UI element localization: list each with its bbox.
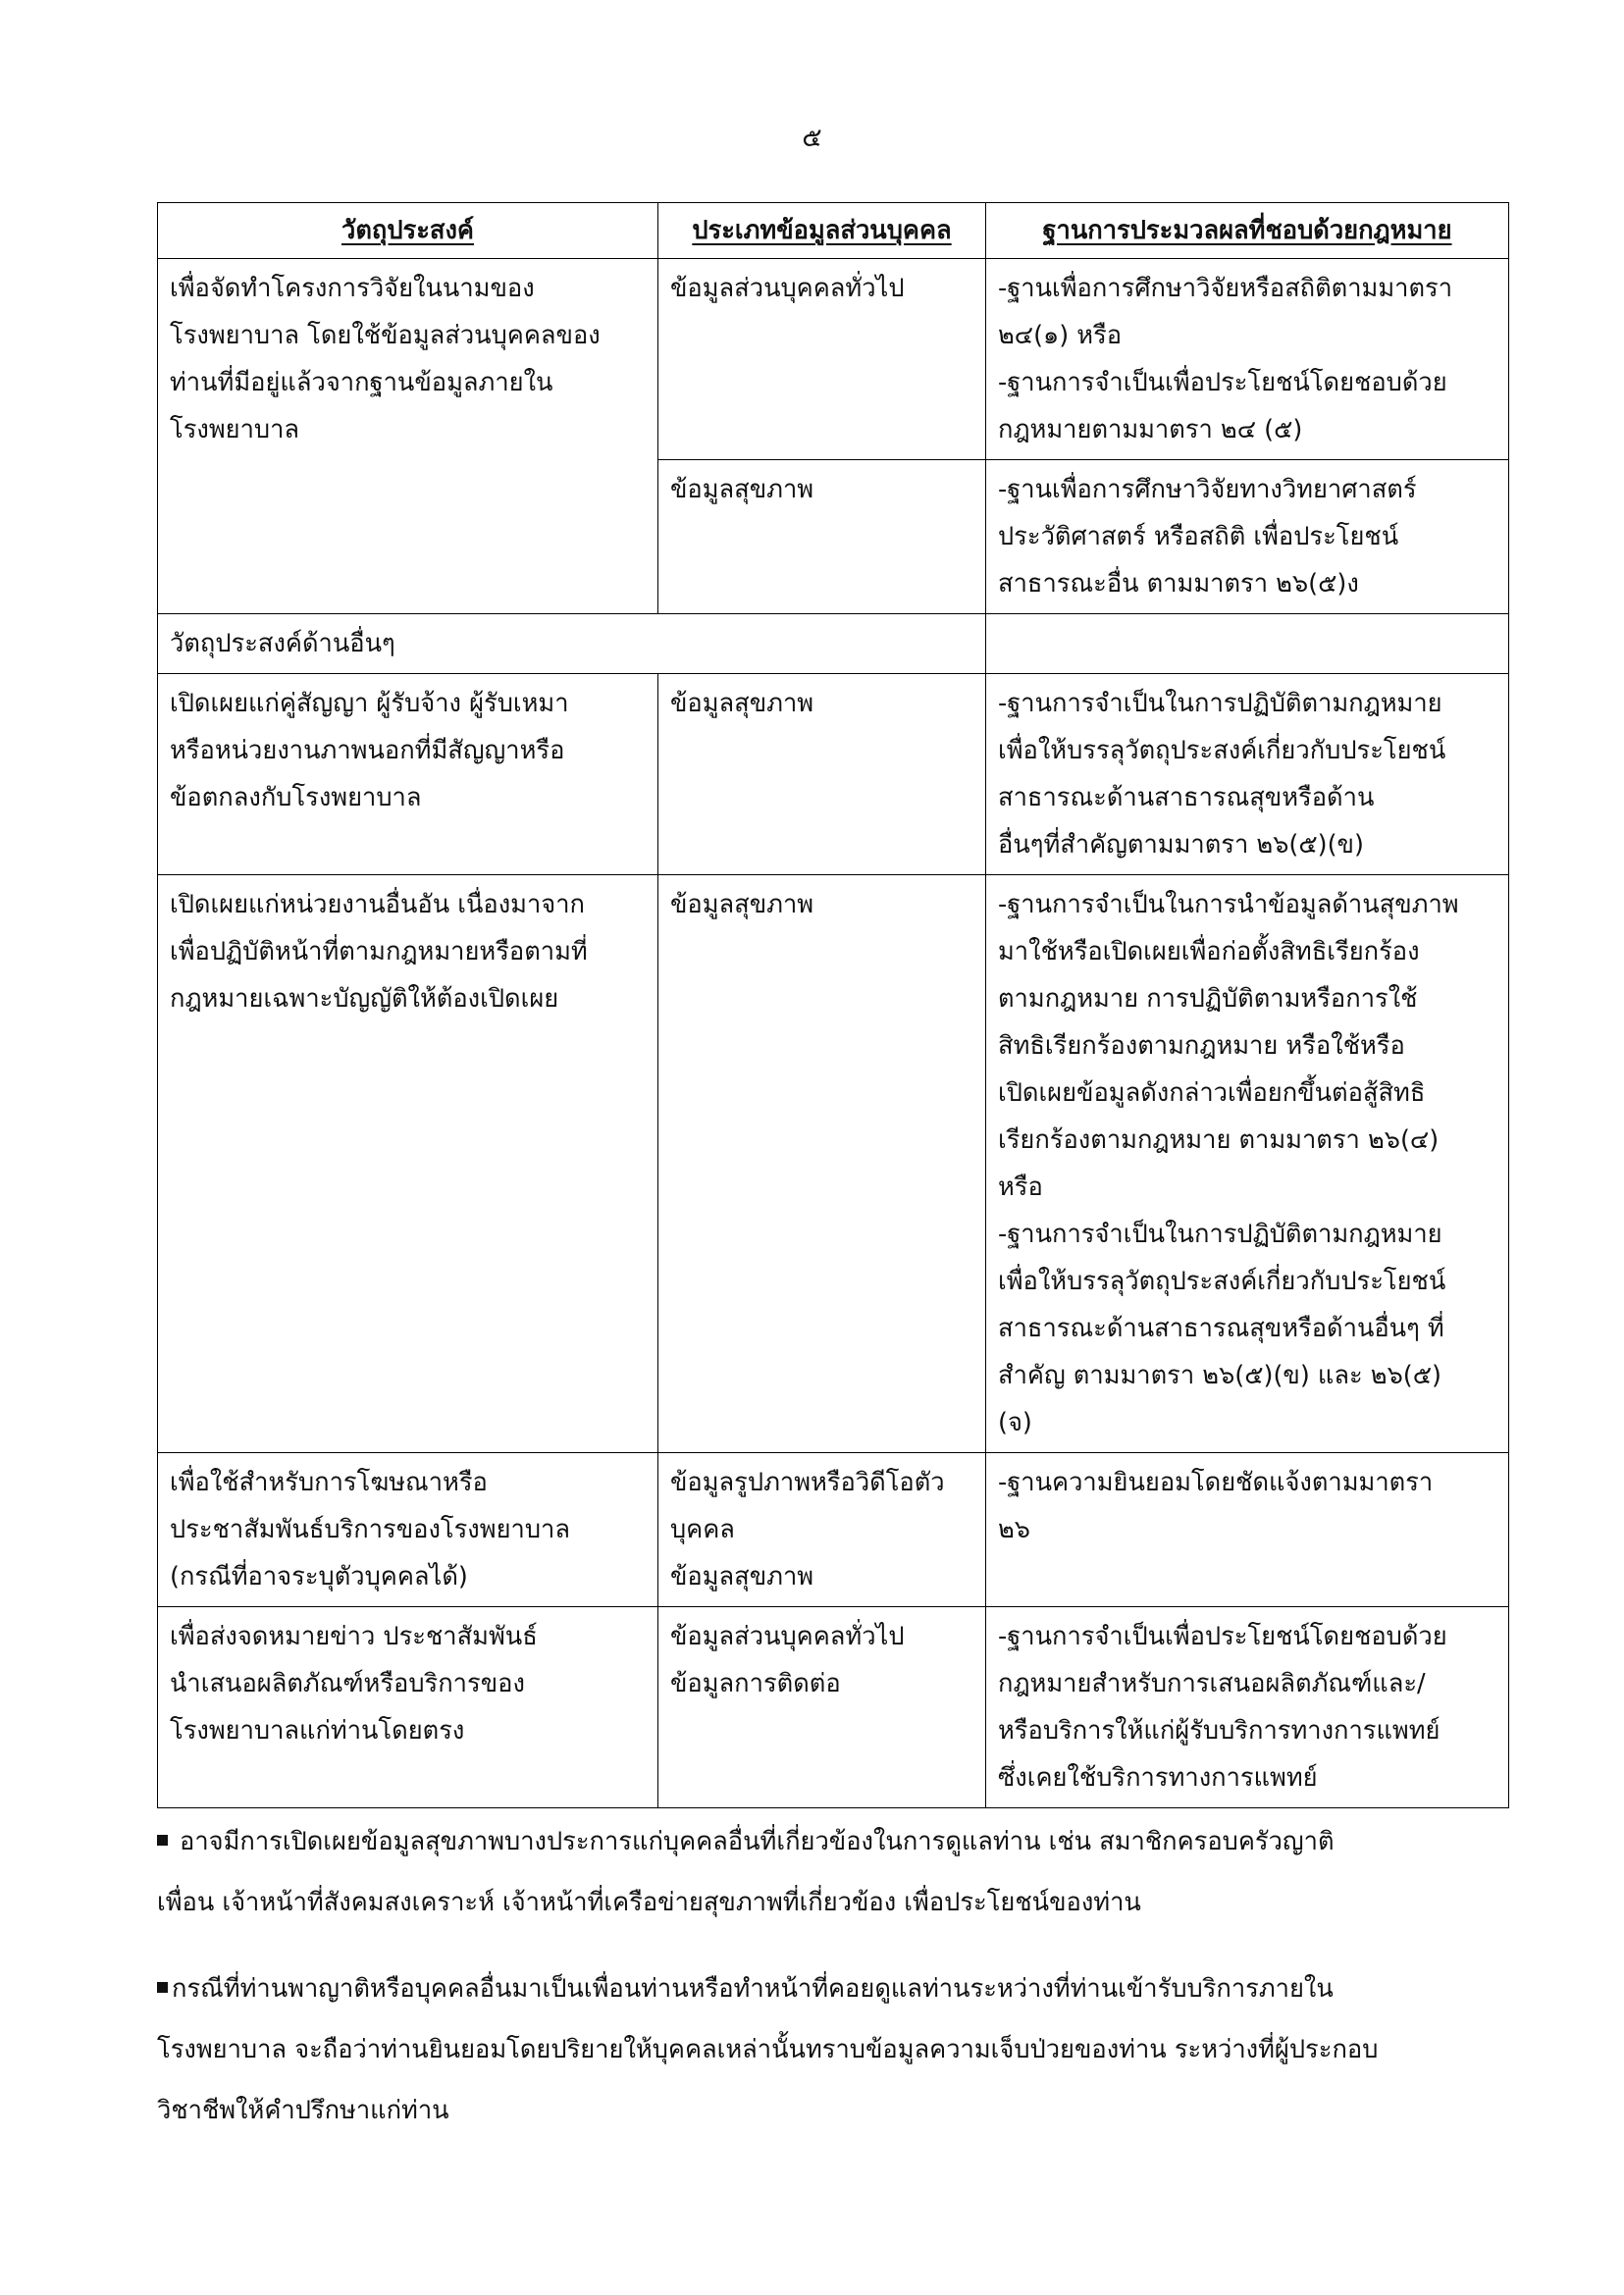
text-line: สิทธิเรียกร้องตามกฎหมาย หรือใช้หรือ [998, 1031, 1405, 1061]
header-data-type-text: ประเภทข้อมูลส่วนบุคคล [692, 216, 952, 245]
data-type-cell [658, 875, 986, 1453]
text-line: -ฐานความยินยอมโดยชัดแจ้งตามมาตรา [998, 1468, 1434, 1497]
table-row [158, 875, 1509, 1453]
header-legal-basis [986, 203, 1509, 259]
page-number: ๕ [802, 123, 822, 153]
text-line: ข้อมูลสุขภาพ [670, 1562, 814, 1591]
legal-basis-cell [986, 1607, 1509, 1808]
bullet-square-icon [157, 1835, 168, 1846]
text-line: ๒๖ [998, 1515, 1030, 1544]
table-header-row [158, 203, 1509, 259]
note-text: อาจมีการเปิดเผยข้อมูลสุขภาพบางประการแก่บุคคลอื่นที่เกี่ยวข้องในการดูแลท่าน เช่น สมาชิกครอบครัวญาติ [180, 1827, 1335, 1856]
header-purpose [158, 203, 658, 259]
text-line: เปิดเผยแก่หน่วยงานอื่นอัน เนื่องมาจาก [170, 890, 585, 919]
text-line: ข้อมูลสุขภาพ [670, 475, 814, 504]
text-line: ท่านที่มีอยู่แล้วจากฐานข้อมูลภายใน [170, 368, 553, 397]
text-line: หรือหน่วยงานภาพนอกที่มีสัญญาหรือ [170, 736, 565, 765]
text-line: ข้อมูลส่วนบุคคลทั่วไป [670, 274, 905, 303]
text-line: เพื่อให้บรรลุวัตถุประสงค์เกี่ยวกับประโยชน์ [998, 736, 1446, 765]
note-text: กรณีที่ท่านพาญาติหรือบุคคลอื่นมาเป็นเพื่อนท่านหรือทำหน้าที่คอยดูแลท่านระหว่างที่ท่านเข้ารับบริการภายใน [172, 1974, 1334, 2004]
text-line: หรือบริการให้แก่ผู้รับบริการทางการแพทย์ [998, 1716, 1441, 1746]
text-line: ข้อมูลสุขภาพ [670, 689, 814, 718]
text-line: หรือ [998, 1173, 1043, 1202]
data-type-cell [658, 259, 986, 460]
text-line: -ฐานการจำเป็นในการปฏิบัติตามกฎหมาย [998, 689, 1442, 718]
header-data-type [658, 203, 986, 259]
text-line: กฎหมายตามมาตรา ๒๔ (๕) [998, 415, 1303, 444]
text-line: (จ) [998, 1408, 1032, 1437]
text-line: โรงพยาบาล จะถือว่าท่านยินยอมโดยปริยายให้บุคคลเหล่านั้นทราบข้อมูลความเจ็บป่วยของท่าน ระหว่างที่ผู้ประกอบ [157, 2035, 1379, 2064]
text-line: เพื่อให้บรรลุวัตถุประสงค์เกี่ยวกับประโยชน์ [998, 1267, 1446, 1296]
text-line: มาใช้หรือเปิดเผยเพื่อก่อตั้งสิทธิเรียกร้อง [998, 937, 1420, 966]
text-line [157, 1811, 1521, 1872]
purpose-cell [158, 1607, 658, 1808]
text-line: เพื่อใช้สำหรับการโฆษณาหรือ [170, 1468, 488, 1497]
text-line: -ฐานการจำเป็นในการปฏิบัติตามกฎหมาย [998, 1220, 1442, 1249]
text-line: กฎหมายสำหรับการเสนอผลิตภัณฑ์และ/ [998, 1669, 1426, 1698]
purpose-cell [158, 674, 658, 875]
text-line: สาธารณะด้านสาธารณสุขหรือด้าน [998, 783, 1375, 812]
empty-cell [986, 614, 1509, 674]
text-line: ประวัติศาสตร์ หรือสถิติ เพื่อประโยชน์ [998, 522, 1399, 551]
legal-basis-cell [986, 1453, 1509, 1607]
text-line: ข้อตกลงกับโรงพยาบาล [170, 783, 422, 812]
text-line: สาธารณะอื่น ตามมาตรา ๒๖(๕)ง [998, 569, 1359, 599]
legal-basis-cell [986, 460, 1509, 614]
purpose-cell [158, 259, 658, 614]
note-implied-consent [157, 1958, 1521, 2141]
text-line: ข้อมูลส่วนบุคคลทั่วไป [670, 1622, 905, 1651]
text-line: สาธารณะด้านสาธารณสุขหรือด้านอื่นๆ ที่ [998, 1314, 1444, 1343]
text-line: ตามกฎหมาย การปฏิบัติตามหรือการใช้ [998, 984, 1418, 1014]
data-type-cell [658, 460, 986, 614]
text-line: ข้อมูลรูปภาพหรือวิดีโอตัว [670, 1468, 945, 1497]
text-line: โรงพยาบาล [170, 415, 300, 444]
text-line: เพื่อจัดทำโครงการวิจัยในนามของ [170, 274, 535, 303]
text-line: (กรณีที่อาจระบุตัวบุคคลได้) [170, 1562, 468, 1591]
text-line: เปิดเผยแก่คู่สัญญา ผู้รับจ้าง ผู้รับเหมา [170, 689, 569, 718]
text-line: -ฐานเพื่อการศึกษาวิจัยทางวิทยาศาสตร์ [998, 475, 1417, 504]
table-row [158, 674, 1509, 875]
text-line: เปิดเผยข้อมูลดังกล่าวเพื่อยกขึ้นต่อสู้สิทธิ [998, 1078, 1426, 1108]
text-line: -ฐานการจำเป็นเพื่อประโยชน์โดยชอบด้วย [998, 1622, 1447, 1651]
text-line: ประชาสัมพันธ์บริการของโรงพยาบาล [170, 1515, 570, 1544]
header-purpose-text: วัตถุประสงค์ [341, 216, 474, 245]
table-row [158, 1607, 1509, 1808]
text-line: นำเสนอผลิตภัณฑ์หรือบริการของ [170, 1669, 525, 1698]
text-line: -ฐานการจำเป็นเพื่อประโยชน์โดยชอบด้วย [998, 368, 1447, 397]
legal-basis-cell [986, 674, 1509, 875]
text-line: วิชาชีพให้คำปรึกษาแก่ท่าน [157, 2096, 449, 2125]
purpose-cell [158, 1453, 658, 1607]
text-line: -ฐานเพื่อการศึกษาวิจัยหรือสถิติตามมาตรา [998, 274, 1453, 303]
table-row [158, 1453, 1509, 1607]
section-label: วัตถุประสงค์ด้านอื่นๆ [158, 614, 986, 674]
legal-basis-cell [986, 259, 1509, 460]
data-type-cell [658, 1607, 986, 1808]
text-line: บุคคล [670, 1515, 735, 1544]
text-line: โรงพยาบาล โดยใช้ข้อมูลส่วนบุคคลของ [170, 321, 601, 350]
text-line: ๒๔(๑) หรือ [998, 321, 1123, 350]
purpose-cell [158, 875, 658, 1453]
text-line: ซึ่งเคยใช้บริการทางการแพทย์ [998, 1763, 1318, 1793]
section-row [158, 614, 1509, 674]
legal-basis-cell [986, 875, 1509, 1453]
text-line: สำคัญ ตามมาตรา ๒๖(๕)(ข) และ ๒๖(๕) [998, 1361, 1441, 1390]
text-line: ข้อมูลสุขภาพ [670, 890, 814, 919]
text-line: -ฐานการจำเป็นในการนำข้อมูลด้านสุขภาพ [998, 890, 1459, 919]
text-line: ข้อมูลการติดต่อ [670, 1669, 841, 1698]
bullet-square-icon [157, 1982, 168, 1993]
data-type-cell [658, 674, 986, 875]
text-line: กฎหมายเฉพาะบัญญัติให้ต้องเปิดเผย [170, 984, 559, 1014]
header-legal-basis-text: ฐานการประมวลผลที่ชอบด้วยกฎหมาย [1042, 216, 1452, 245]
table-row [158, 259, 1509, 460]
text-line [157, 1958, 1521, 2019]
data-processing-table [157, 202, 1509, 1808]
text-line: เรียกร้องตามกฎหมาย ตามมาตรา ๒๖(๔) [998, 1125, 1440, 1155]
text-line: เพื่อปฏิบัติหน้าที่ตามกฎหมายหรือตามที่ [170, 937, 588, 966]
text-line: เพื่อน เจ้าหน้าที่สังคมสงเคราะห์ เจ้าหน้าที่เครือข่ายสุขภาพที่เกี่ยวข้อง เพื่อประโยชน์ของท่าน [157, 1888, 1141, 1917]
text-line: โรงพยาบาลแก่ท่านโดยตรง [170, 1716, 465, 1746]
note-health-disclosure [157, 1811, 1521, 1933]
text-line: เพื่อส่งจดหมายข่าว ประชาสัมพันธ์ [170, 1622, 538, 1651]
data-type-cell [658, 1453, 986, 1607]
text-line: อื่นๆที่สำคัญตามมาตรา ๒๖(๕)(ข) [998, 830, 1364, 860]
